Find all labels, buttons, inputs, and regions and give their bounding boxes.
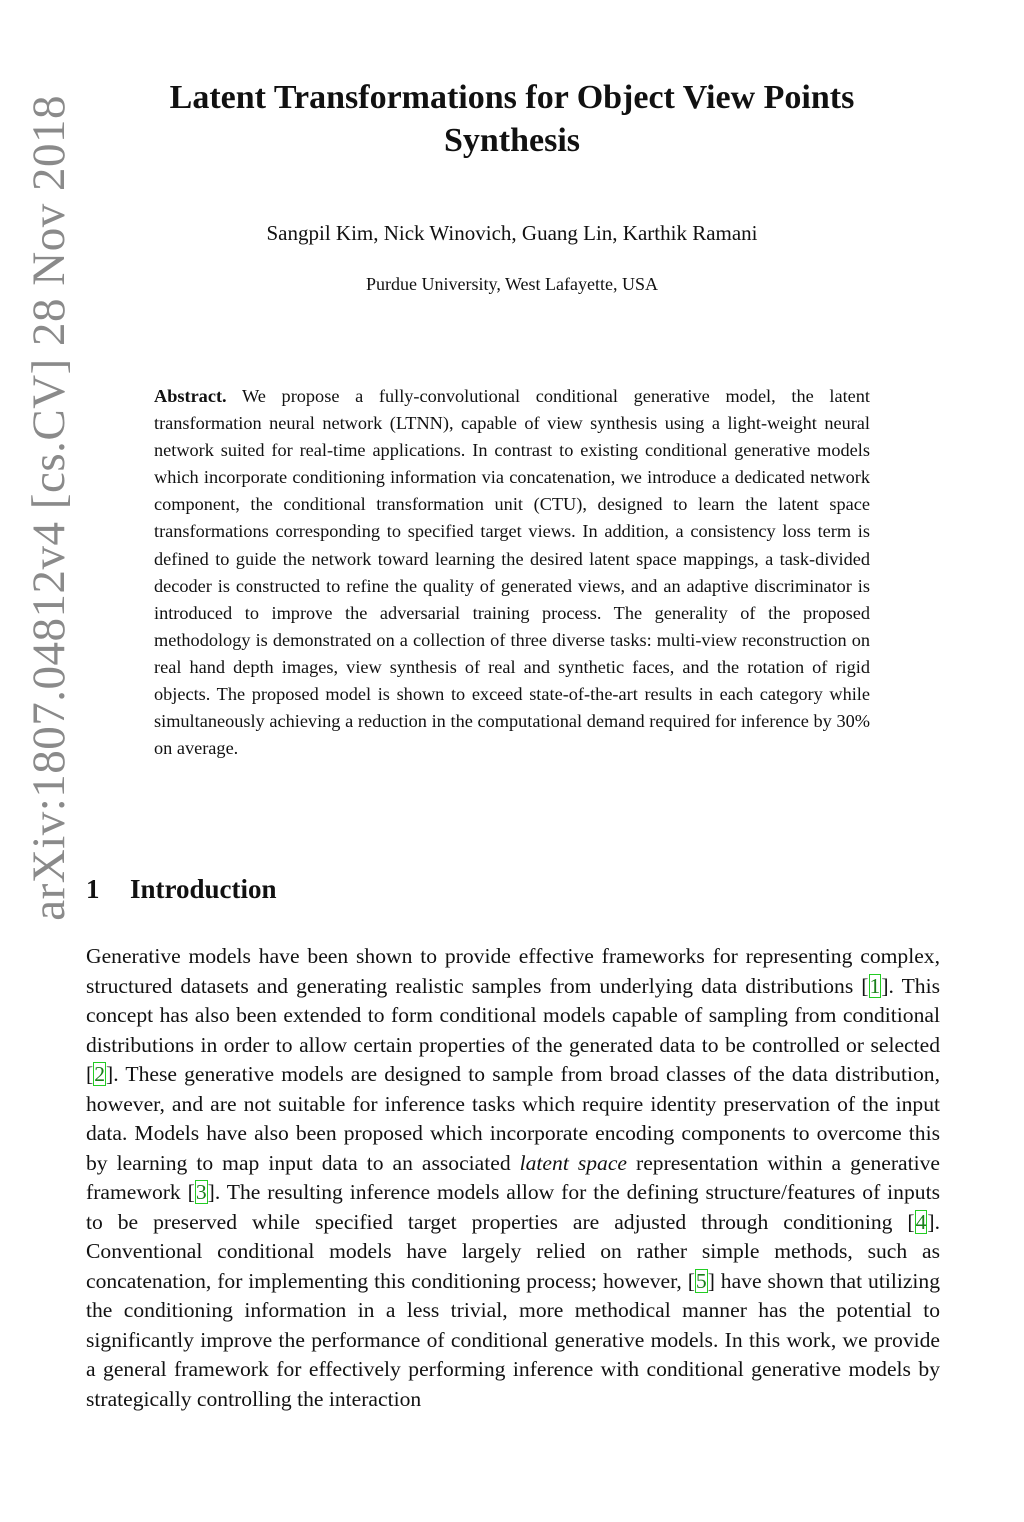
section-number: 1	[86, 874, 100, 904]
section-heading	[86, 871, 277, 907]
intro-text-5: ]. The resulting inference models allow for the defining structure/features of inputs to be preserved while specified target properties are adjusted through conditioning [	[86, 1180, 940, 1234]
author-list: Sangpil Kim, Nick Winovich, Guang Lin, Karthik Ramani	[266, 221, 758, 245]
paper-title: Latent Transformations for Object View Points Synthesis	[169, 79, 855, 159]
arxiv-stamp-text: arXiv:1807.04812v4 [cs.CV] 28 Nov 2018	[22, 95, 75, 921]
intro-text-4: representation within a generative framework [	[86, 1150, 941, 1204]
abstract-label: Abstract.	[154, 386, 227, 406]
intro-text-6: ]. Conventional conditional models have largely relied on rather simple methods, such as concatenation, for implementing this conditioning process; however, [	[86, 1209, 940, 1293]
intro-text-7: ] have shown that utilizing the conditioning information in a less trivial, more methodical manner has the potential to significantly improve the performance of conditional generative models. In this work, we provide a general framework for effectively performing inference with conditional generative models by strategically controlling the interaction	[86, 1268, 940, 1411]
arxiv-stamp	[6, 58, 92, 958]
citation-link-1[interactable]: 1	[869, 973, 881, 998]
intro-text-3: ]. These generative models are designed to sample from broad classes of the data distribution, however, and are not suitable for inference tasks which require identity preservation of the input data. Models have also been proposed which incorporate encoding components to overcome this by learning to map input data to an associated	[86, 1062, 940, 1175]
abstract	[154, 383, 870, 762]
citation-link-3[interactable]: 3	[195, 1180, 207, 1204]
citation-link-4[interactable]: 4	[915, 1209, 927, 1234]
intro-emphasis-latent-space: latent space	[519, 1150, 627, 1175]
intro-text-2: ]. This concept has also been extended to form conditional models capable of sampling from conditional distributions in order to allow certain properties of the generated data to be controlled or selected [	[86, 973, 940, 1086]
abstract-text: We propose a fully-convolutional conditional generative model, the latent transformation neural network (LTNN), capable of view synthesis using a light-weight neural network suited for real-time applications. In contrast to existing conditional generative models which incorporate conditioning information via concatenation, we introduce a dedicated network component, the conditional transformation unit (CTU), designed to learn the latent space transformations corresponding to specified target views. In addition, a consistency loss term is defined to guide the network toward learning the desired latent space mappings, a task-divided decoder is constructed to refine the quality of generated views, and an adaptive discriminator is introduced to improve the adversarial training process. The generality of the proposed methodology is demonstrated on a collection of three diverse tasks: multi-view reconstruction on real hand depth images, view synthesis of real and synthetic faces, and the rotation of rigid objects. The proposed model is shown to exceed state-of-the-art results in each category while simultaneously achieving a reduction in the computational demand required for inference by 30% on average.	[154, 386, 870, 759]
intro-paragraph	[86, 942, 940, 1414]
citation-link-5[interactable]: 5	[695, 1268, 707, 1293]
affiliation: Purdue University, West Lafayette, USA	[366, 274, 658, 294]
intro-text-1: Generative models have been shown to provide effective frameworks for representing complex, structured datasets and generating realistic samples from underlying data distributions [	[86, 944, 940, 998]
section-title: Introduction	[130, 874, 277, 904]
citation-link-2[interactable]: 2	[94, 1062, 105, 1086]
